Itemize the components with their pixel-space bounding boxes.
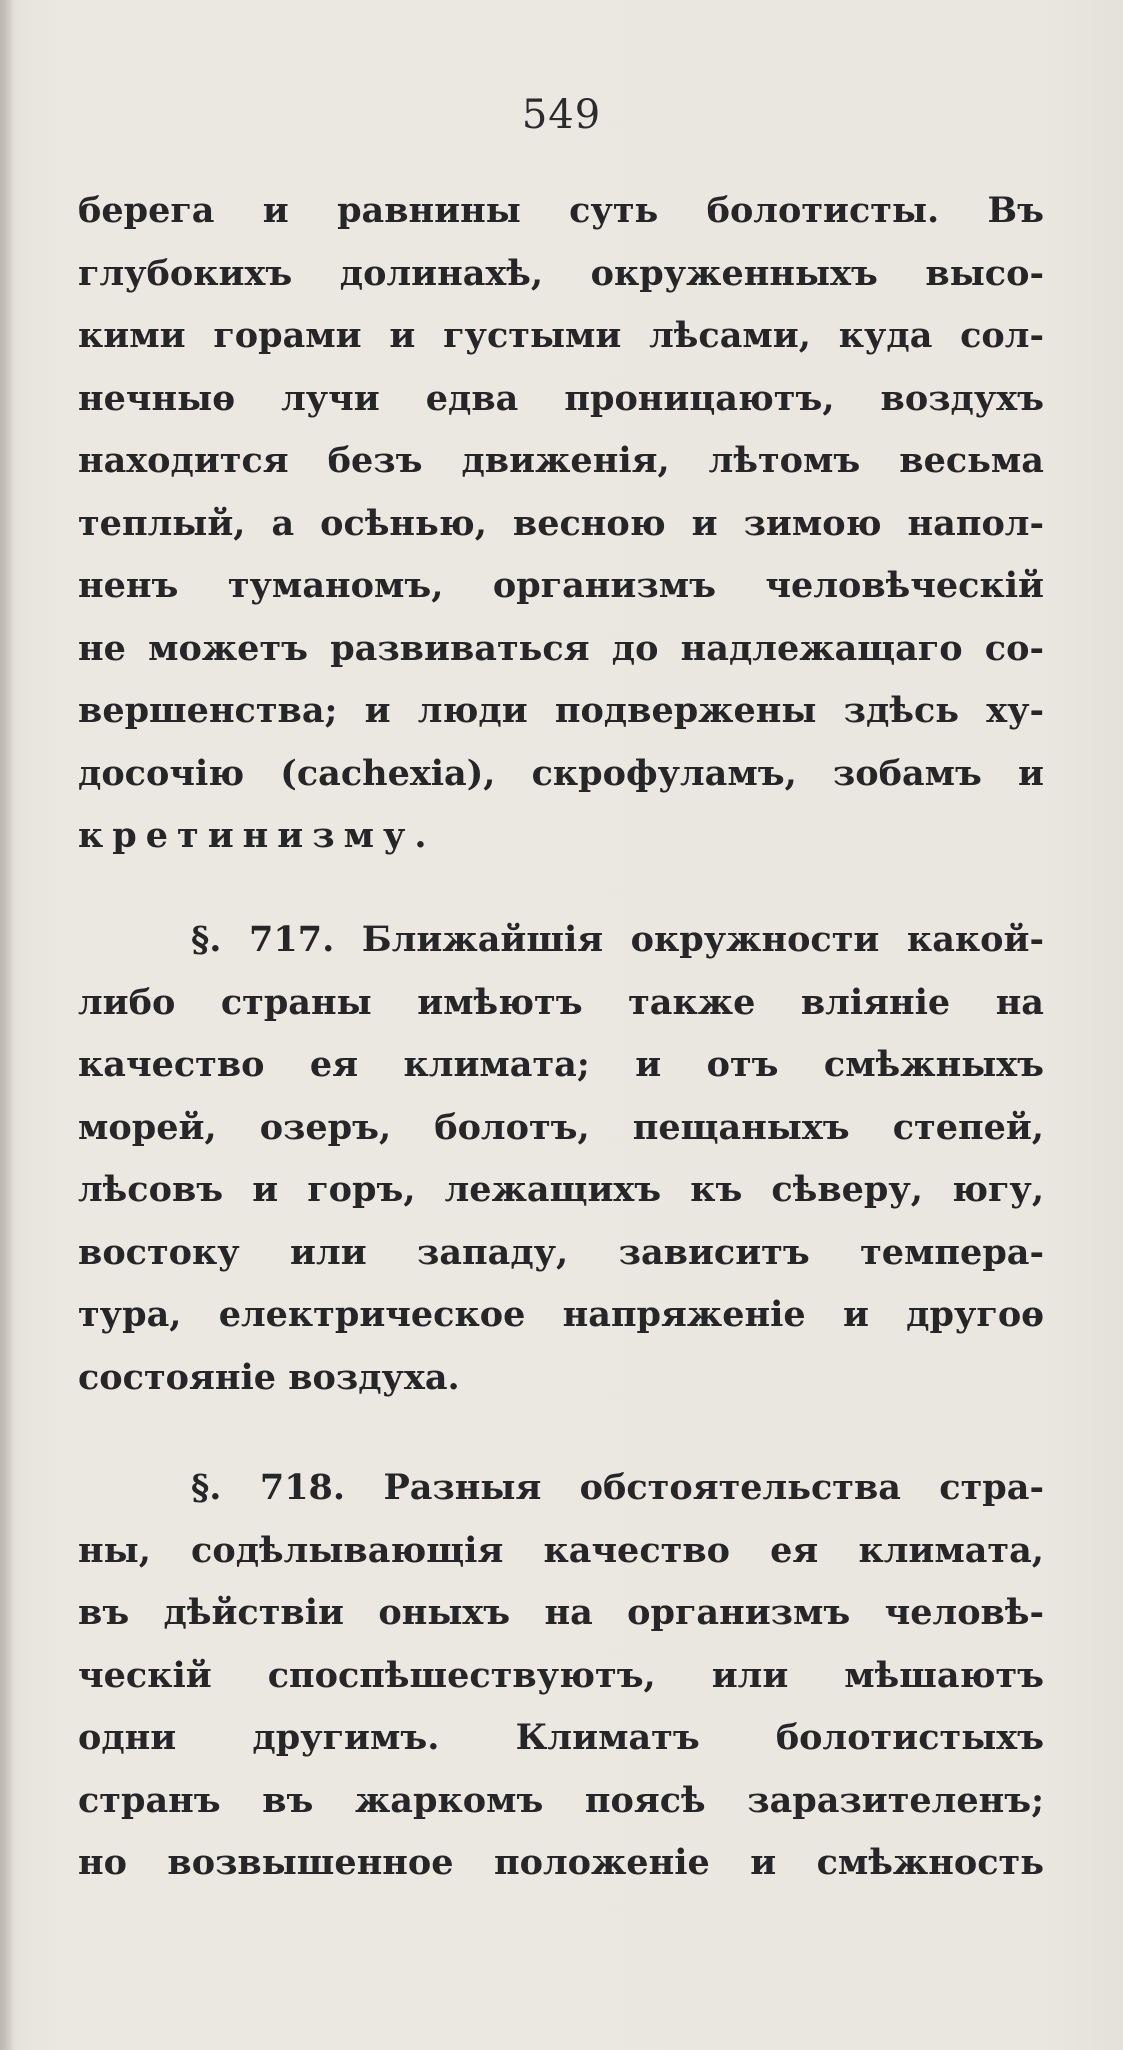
text-line: ны, содѣлывающія качество ея климата,: [78, 1529, 1044, 1571]
text-line: нечныѳ лучи едва проницаютъ, воздухъ: [78, 377, 1044, 419]
text-line: ческій споспѣшествуютъ, или мѣшаютъ: [78, 1654, 1044, 1696]
text-line: одни другимъ. Климатъ болотистыхъ: [78, 1717, 1044, 1758]
text-line: но возвышенное положеніе и смѣжность: [78, 1842, 1044, 1883]
text-line: состояніе воздуха.: [78, 1356, 460, 1398]
section-718-opening-line: §. 718. Разныя обстоятельства стра-: [191, 1467, 1044, 1508]
text-line: теплый, а осѣнью, весною и зимою напол-: [78, 502, 1044, 544]
text-line: въ дѣйствіи оныхъ на организмъ человѣ-: [78, 1592, 1044, 1633]
text-line: либо страны имѣютъ также вліяніе на: [78, 981, 1044, 1023]
text-line: кретинизму.: [78, 815, 436, 856]
text-line: вершенства; и люди подвержены здѣсь ху-: [78, 690, 1044, 731]
page-gutter-shadow: [0, 0, 14, 2050]
text-line: досочію (cachexia), скрофуламъ, зобамъ и: [78, 752, 1044, 794]
page-number: 549: [521, 92, 602, 138]
text-line: кими горами и густыми лѣсами, куда сол-: [78, 315, 1044, 356]
text-line: находится безъ движенія, лѣтомъ весьма: [78, 440, 1044, 481]
text-line: тура, електрическое напряженіе и другоѳ: [78, 1294, 1044, 1335]
text-line: ненъ туманомъ, организмъ человѣческій: [78, 565, 1044, 606]
paragraph-section-718: [78, 1457, 1044, 1895]
paragraph-climate-valleys: [78, 180, 1044, 868]
text-line: берега и равнины суть болотисты. Въ: [78, 190, 1044, 231]
section-717-opening-line: §. 717. Ближайшія окружности какой-: [191, 919, 1044, 960]
text-line: глубокихъ долинахѣ, окруженныхъ высо-: [78, 252, 1044, 294]
text-line: странъ въ жаркомъ поясѣ заразителенъ;: [78, 1779, 1044, 1821]
text-line: востоку или западу, зависитъ темпера-: [78, 1231, 1044, 1273]
paragraph-section-717: [78, 909, 1044, 1409]
text-line: качество ея климата; и отъ смѣжныхъ: [78, 1044, 1044, 1085]
text-line: лѣсовъ и горъ, лежащихъ къ сѣверу, югу,: [78, 1169, 1044, 1210]
text-line: не можетъ развиваться до надлежащаго со-: [78, 627, 1044, 669]
text-line: морей, озеръ, болотъ, пещаныхъ степей,: [78, 1106, 1044, 1148]
